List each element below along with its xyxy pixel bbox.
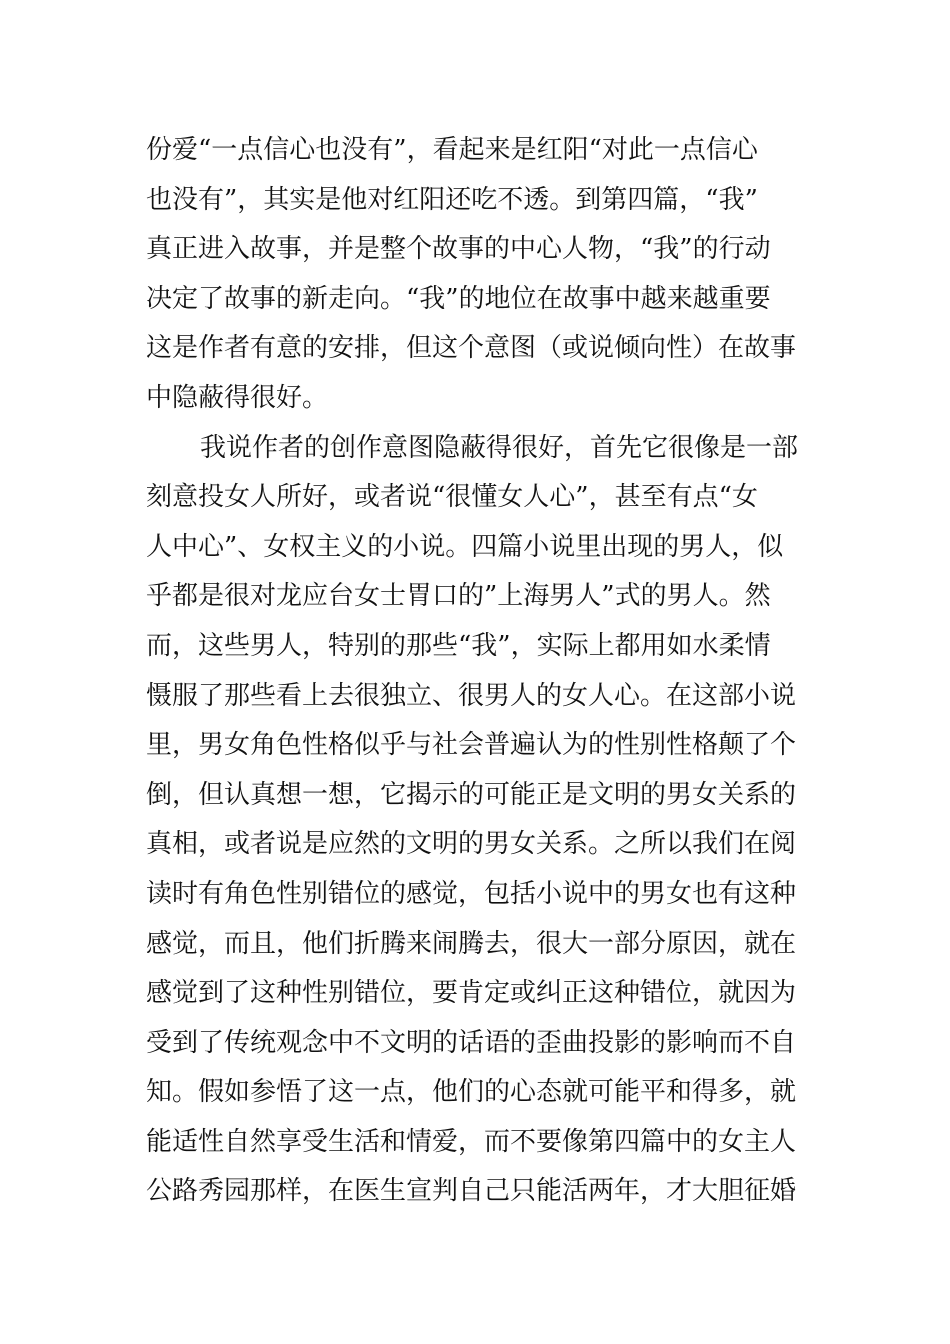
text-line: 感觉到了这种性别错位，要肯定或纠正这种错位，就因为 [146, 978, 797, 1009]
text-line: 份爱“一点信心也没有”，看起来是红阳“对此一点信心 [146, 135, 758, 165]
text-line: 公路秀园那样，在医生宣判自己只能活两年，才大胆征婚 [146, 1176, 797, 1207]
text-line: 决定了故事的新走向。“我”的地位在故事中越来越重要 [146, 283, 771, 314]
text-line: 倒，但认真想一想，它揭示的可能正是文明的男女关系的 [146, 779, 797, 810]
text-line: 刻意投女人所好，或者说“很懂女人心”，甚至有点“女 [146, 482, 758, 513]
body-text [146, 126, 816, 1217]
text-line: 也没有”，其实是他对红阳还吃不透。到第四篇，“我” [146, 184, 758, 215]
text-line: 而，这些男人，特别的那些“我”，实际上都用如水柔情 [146, 630, 771, 661]
text-line: 受到了传统观念中不文明的话语的歪曲投影的影响而不自 [146, 1027, 797, 1058]
text-line: 中隐蔽得很好。 [146, 382, 329, 413]
text-line: 知。假如参悟了这一点，他们的心态就可能平和得多，就 [146, 1077, 797, 1108]
text-line: 感觉，而且，他们折腾来闹腾去，很大一部分原因，就在 [146, 928, 797, 959]
text-line: 真正进入故事，并是整个故事的中心人物，“我”的行动 [146, 234, 771, 265]
text-line: 读时有角色性别错位的感觉，包括小说中的男女也有这种 [146, 878, 797, 909]
text-line: 真相，或者说是应然的文明的男女关系。之所以我们在阅 [146, 829, 797, 860]
paragraph-first-line: 我说作者的创作意图隐蔽得很好，首先它很像是一部 [200, 432, 799, 463]
text-line: 乎都是很对龙应台女士胃口的”上海男人”式的男人。然 [146, 581, 771, 612]
text-line: 慑服了那些看上去很独立、很男人的女人心。在这部小说 [146, 680, 797, 711]
text-line: 人中心”、女权主义的小说。四篇小说里出现的男人，似 [146, 531, 784, 562]
text-line: 这是作者有意的安排，但这个意图（或说倾向性）在故事 [146, 333, 797, 364]
text-line: 能适性自然享受生活和情爱，而不要像第四篇中的女主人 [146, 1126, 797, 1157]
text-line: 里，男女角色性格似乎与社会普遍认为的性别性格颠了个 [146, 730, 797, 761]
